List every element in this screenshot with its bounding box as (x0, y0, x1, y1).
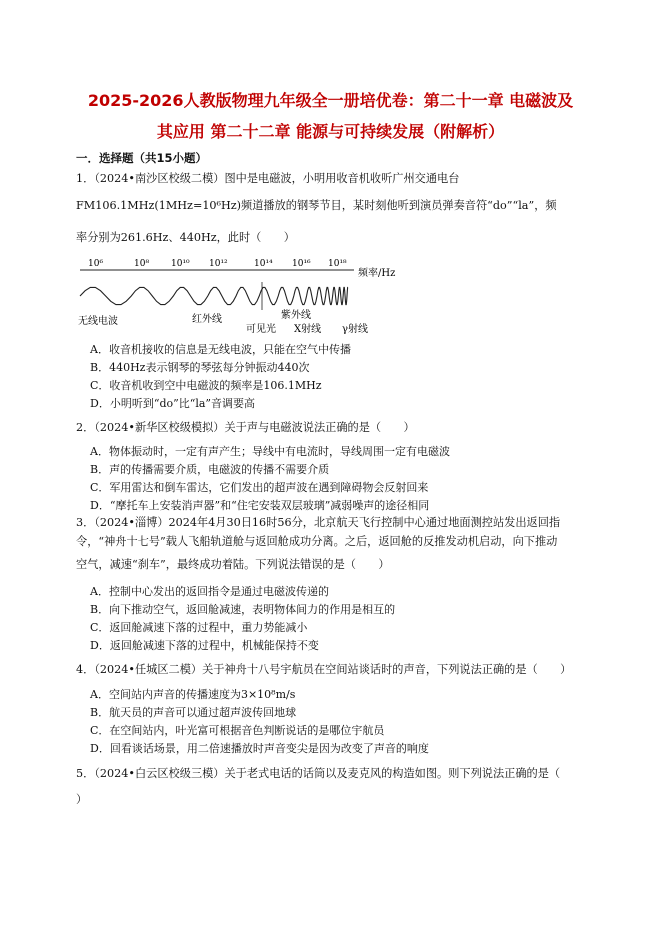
q3-option-a: A．控制中心发出的返回指令是通过电磁波传递的 (90, 585, 329, 598)
q2-option-d: D．“摩托车上安装消声器”和“住宅安装双层玻璃”减弱噪声的途径相同 (90, 499, 430, 512)
q2-option-a: A．物体振动时，一定有声产生；导线中有电流时，导线周围一定有电磁波 (90, 445, 450, 458)
q1-line2: FM106.1MHz(1MHz=10⁶Hz)频道播放的钢琴节目，某时刻他听到演员弹奏音符“do”“la”，频 (76, 199, 557, 212)
q1-option-b: B．440Hz表示钢琴的琴弦每分钟振动440次 (90, 361, 310, 374)
frequency-unit: 频率/Hz (358, 268, 396, 279)
q3-option-c: C．返回舱减速下落的过程中，重力势能减小 (90, 621, 308, 634)
q3-option-b: B．向下推动空气，返回舱减速，表明物体间力的作用是相互的 (90, 603, 396, 616)
q1-option-d: D．小明听到“do”比“la”音调要高 (90, 397, 256, 410)
band-ultraviolet: 紫外线 (281, 310, 311, 321)
q4-line1: 4．（2024•任城区二模）关于神舟十八号宇航员在空间站谈话时的声音，下列说法正确的是（ ） (76, 663, 572, 676)
q2-option-c: C．军用雷达和倒车雷达，它们发出的超声波在遇到障碍物会反射回来 (90, 481, 429, 494)
q5-line1: 5．（2024•白云区校级三模）关于老式电话的话筒以及麦克风的构造如图。则下列说法正确的是（ (76, 767, 561, 780)
em-spectrum-figure (76, 252, 416, 338)
band-visible: 可见光 (246, 324, 276, 335)
tick-1e18: 10¹⁸ (328, 259, 347, 269)
q4-option-c: C．在空间站内，叶光富可根据音色判断说话的是哪位宇航员 (90, 724, 385, 737)
tick-1e12: 10¹² (209, 259, 228, 269)
tick-1e8: 10⁸ (134, 259, 150, 269)
q4-option-a: A．空间站内声音的传播速度为3×10⁸m/s (90, 688, 296, 701)
q4-option-b: B．航天员的声音可以通过超声波传回地球 (90, 706, 297, 719)
tick-1e14: 10¹⁴ (254, 259, 273, 269)
q3-line2: 令，“神舟十七号”载人飞船轨道舱与返回舱成功分离。之后，返回舱的反推发动机启动，向下推动 (76, 535, 558, 548)
em-wave (80, 287, 348, 304)
tick-1e6: 10⁶ (88, 259, 104, 269)
q1-line1: 1．（2024•南沙区校级二模）图中是电磁波，小明用收音机收听广州交通电台 (76, 172, 460, 185)
band-xray: X射线 (294, 324, 322, 335)
q3-option-d: D．返回舱减速下落的过程中，机械能保持不变 (90, 639, 319, 652)
q4-option-d: D．回看谈话场景，用二倍速播放时声音变尖是因为改变了声音的响度 (90, 742, 429, 755)
paper-title-line1: 2025-2026人教版物理九年级全一册培优卷：第二十一章 电磁波及 (87, 91, 574, 110)
tick-1e10: 10¹⁰ (171, 259, 190, 269)
band-radio: 无线电波 (78, 316, 118, 327)
q3-line1: 3．（2024•淄博）2024年4月30日16时56分，北京航天飞行控制中心通过地面测控站发出返回指 (76, 516, 561, 529)
q1-line3: 率分别为261.6Hz、440Hz，此时（ ） (76, 231, 295, 244)
section-heading: 一．选择题（共15小题） (76, 151, 208, 165)
q2-option-b: B．声的传播需要介质，电磁波的传播不需要介质 (90, 463, 330, 476)
tick-1e16: 10¹⁶ (292, 259, 311, 269)
band-infrared: 红外线 (192, 314, 222, 325)
band-gamma: γ射线 (342, 324, 368, 335)
q5-line2: ） (76, 793, 88, 806)
q1-option-c: C．收音机收到空中电磁波的频率是106.1MHz (90, 379, 322, 392)
q1-option-a: A．收音机接收的信息是无线电波，只能在空气中传播 (90, 343, 351, 356)
q3-line3: 空气，减速“刹车”，最终成功着陆。下列说法错误的是（ ） (76, 558, 390, 571)
paper-title-line2: 其应用 第二十二章 能源与可持续发展（附解析） (156, 122, 505, 141)
q2-line1: 2．（2024•新华区校级模拟）关于声与电磁波说法正确的是（ ） (76, 421, 415, 434)
